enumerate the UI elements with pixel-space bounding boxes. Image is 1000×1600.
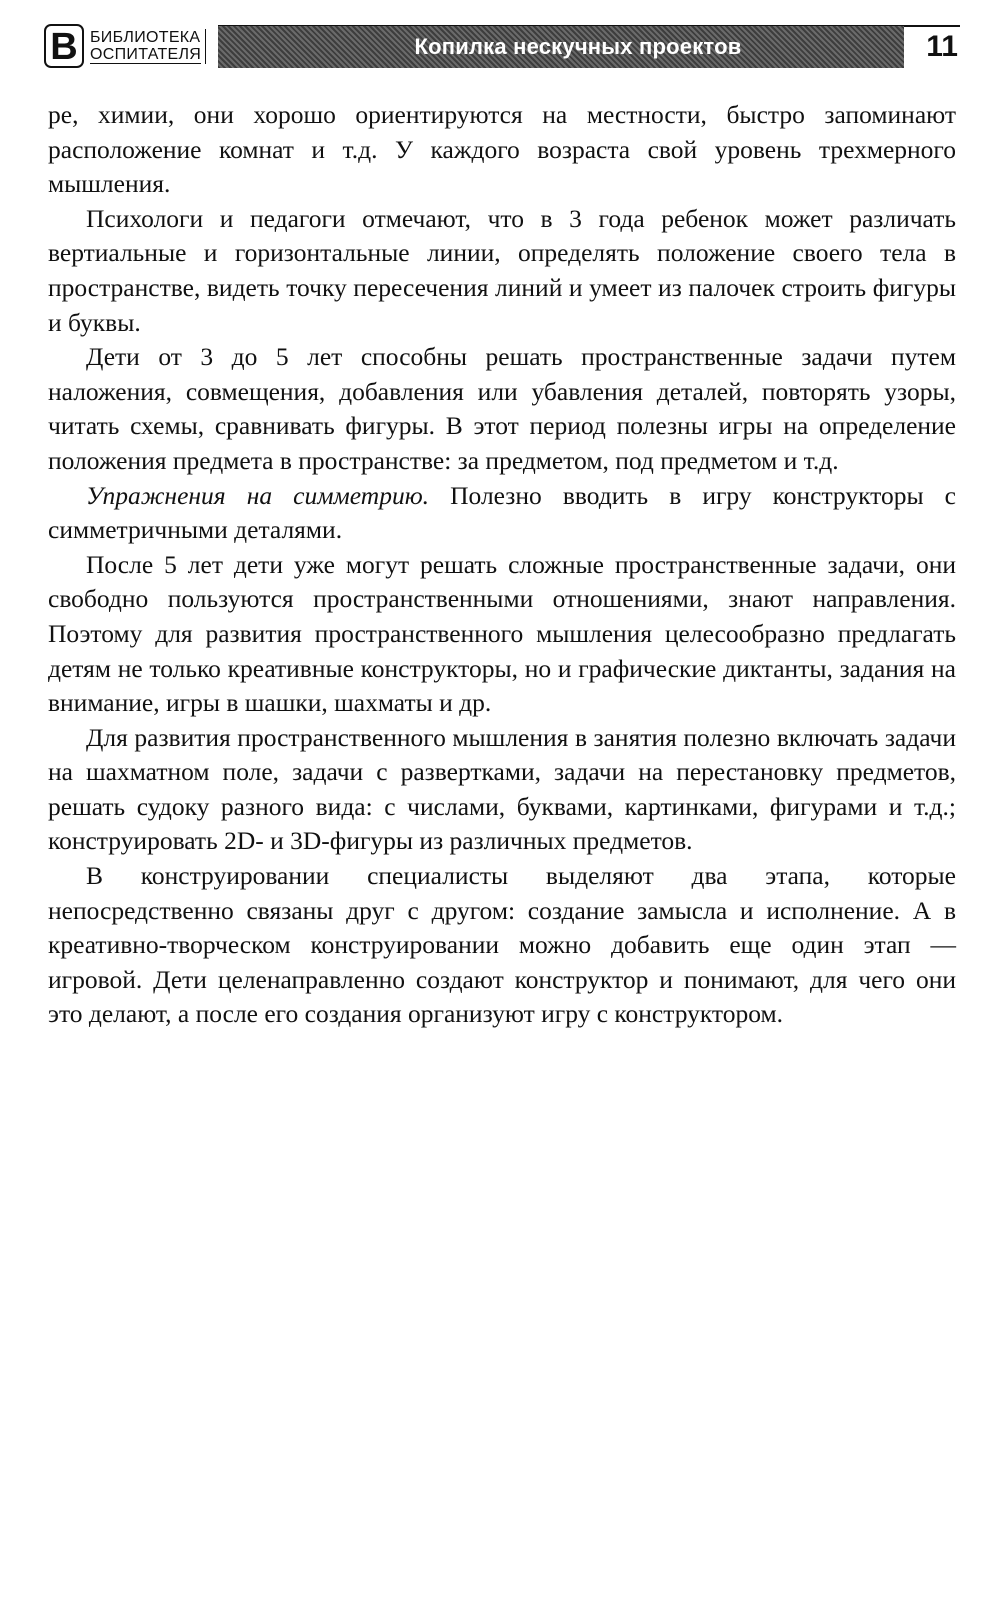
- logo-text: [90, 29, 206, 64]
- running-title: Копилка нескучных проектов: [414, 34, 742, 59]
- paragraph-5: После 5 лет дети уже могут решать сложные пространственные задачи, они свободно пользуются пространственными отношениями, знают направления. Поэтому для развития пространственного мышления целесообразно предлагать детям не только креативные конструкторы, но и графические диктанты, задания на внимание, игры в шашки, шахматы и др.: [48, 549, 956, 718]
- page-header: [44, 22, 960, 72]
- logo-line-2: ОСПИТАТЕЛЯ: [90, 45, 202, 63]
- paragraph-7: В конструировании специалисты выделяют два этапа, которые непосредственно связаны друг с другом: создание замысла и исполнение. А в креативно-творческом конструировании можно добавить еще один этап — игровой. Дети целенаправленно создают конструктор и понимают, для чего они это делают, а после его создания организуют игру с конструктором.: [48, 861, 956, 1029]
- paragraph-6: Для развития пространственного мышления в занятия полезно включать задачи на шахматном поле, задачи с развертками, задачи на перестановку предметов, решать судоку разного вида: с числами, буквами, картинками, фигурами и т.д.; конструировать 2D- и 3D-фигуры из различных предметов.: [48, 722, 956, 856]
- paragraph-2: Психологи и педагоги отмечают, что в 3 года ребенок может различать вертиальные и горизонтальные линии, определять положение своего тела в пространстве, видеть точку пересечения линий и умеет из палочек строить фигуры и буквы.: [48, 203, 956, 337]
- page-body: [48, 98, 956, 1032]
- paragraph-4-text: Полезно вводить в игру конструкторы с симметричными деталями.: [48, 480, 956, 545]
- paragraph-4-lead: Упражнения на симметрию.: [86, 480, 430, 510]
- paragraph-3: Дети от 3 до 5 лет способны решать пространственные задачи путем наложения, совмещения, добавления или убавления деталей, повторять узоры, читать схемы, сравнивать фигуры. В этот период полезны игры на определение положения предмета в пространстве: за предметом, под предметом и т.д.: [48, 342, 956, 475]
- logo-line-1: БИБЛИОТЕКА: [90, 28, 201, 46]
- running-title-bar: [218, 26, 904, 68]
- paragraph-1: ре, химии, они хорошо ориентируются на местности, быстро запоминают расположение комнат и т.д. У каждого возраста свой уровень трехмерного мышления.: [48, 100, 956, 199]
- page-number: 11: [926, 30, 958, 63]
- logo-letter: В: [44, 24, 84, 68]
- paragraph-4: [48, 479, 956, 548]
- series-logo: [44, 22, 206, 70]
